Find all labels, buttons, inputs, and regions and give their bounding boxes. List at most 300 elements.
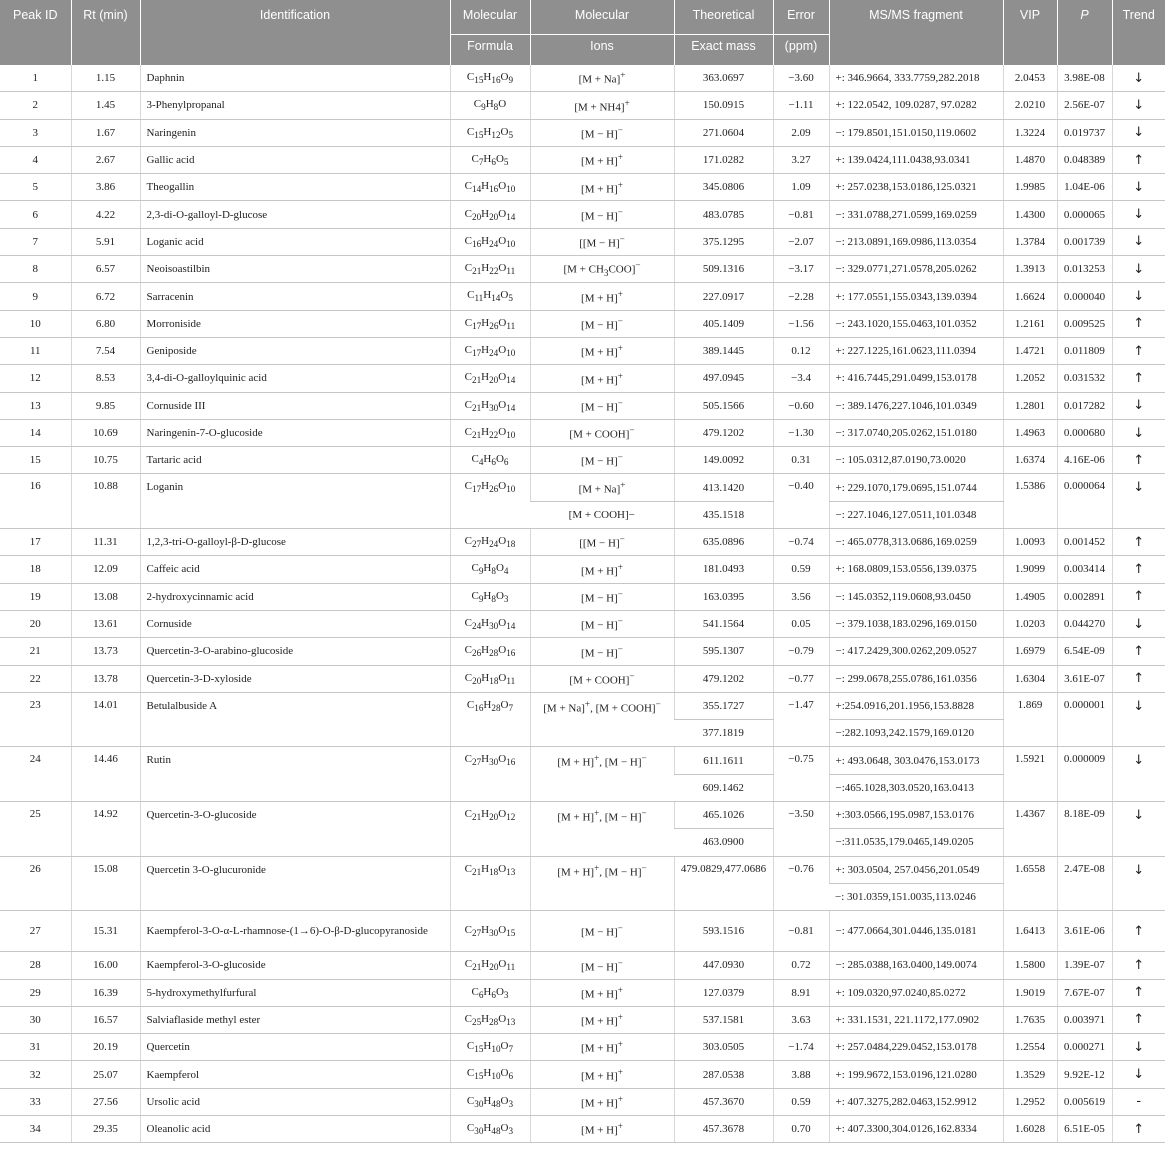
cell-p: 0.003414 — [1057, 556, 1112, 583]
cell-rt: 16.39 — [71, 979, 140, 1006]
cell-peak-id: 1 — [0, 65, 71, 92]
cell-msms: +:254.0916,201.1956,153.8828 — [829, 692, 1003, 719]
cell-formula: $C_{17}H_{26}O_{10}$ — [450, 474, 530, 529]
table-row — [0, 952, 1165, 979]
cell-p: 7.67E-07 — [1057, 979, 1112, 1006]
table-row — [0, 1061, 1165, 1088]
table-row — [0, 392, 1165, 419]
cell-ions: [M + H]+ — [530, 1006, 674, 1033]
cell-msms: −: 213.0891,169.0986,113.0354 — [829, 228, 1003, 255]
header-mass-1: Theoretical — [674, 0, 773, 35]
cell-peak-id: 28 — [0, 952, 71, 979]
cell-vip: 1.9099 — [1003, 556, 1057, 583]
cell-formula: $C_{21}H_{20}O_{12}$ — [450, 802, 530, 857]
cell-peak-id: 8 — [0, 256, 71, 283]
table-row — [0, 556, 1165, 583]
cell-ions: [M + H]+ — [530, 146, 674, 173]
cell-identification: Morroniside — [140, 310, 450, 337]
cell-error: −0.79 — [773, 638, 829, 665]
table-row — [0, 228, 1165, 255]
table-row — [0, 92, 1165, 119]
cell-formula: $C_4H_6O_6$ — [450, 447, 530, 474]
table-row — [0, 119, 1165, 146]
cell-p: 0.000064 — [1057, 474, 1112, 529]
cell-rt: 6.72 — [71, 283, 140, 310]
cell-vip: 1.4870 — [1003, 146, 1057, 173]
cell-identification: Quercetin 3-O-glucuronide — [140, 856, 450, 911]
cell-msms: +:303.0566,195.0987,153.0176 — [829, 802, 1003, 829]
cell-msms: +: 257.0484,229.0452,153.0178 — [829, 1034, 1003, 1061]
cell-mass: 541.1564 — [674, 610, 773, 637]
table-row — [0, 802, 1165, 829]
cell-formula: $C_9H_8O$ — [450, 92, 530, 119]
cell-rt: 27.56 — [71, 1088, 140, 1115]
header-error-2: (ppm) — [773, 35, 829, 66]
cell-p: 4.16E-06 — [1057, 447, 1112, 474]
cell-error: 0.12 — [773, 337, 829, 364]
cell-ions: [M + H]+ — [530, 1115, 674, 1142]
cell-rt: 5.91 — [71, 228, 140, 255]
cell-peak-id: 16 — [0, 474, 71, 529]
cell-mass: 465.1026 — [674, 802, 773, 829]
cell-ions: [M + Na]+, [M + COOH]− — [530, 692, 674, 747]
cell-ions: [M − H]− — [530, 911, 674, 952]
table-row — [0, 365, 1165, 392]
cell-rt: 10.88 — [71, 474, 140, 529]
table-row — [0, 256, 1165, 283]
table-row — [0, 419, 1165, 446]
cell-formula: $C_{20}H_{20}O_{14}$ — [450, 201, 530, 228]
cell-formula: $C_{21}H_{20}O_{14}$ — [450, 365, 530, 392]
cell-error: −3.60 — [773, 65, 829, 92]
cell-rt: 7.54 — [71, 337, 140, 364]
cell-mass: 181.0493 — [674, 556, 773, 583]
cell-trend: ↓ — [1112, 119, 1165, 146]
cell-mass: 377.1819 — [674, 720, 773, 747]
cell-mass: 505.1566 — [674, 392, 773, 419]
cell-identification: Cornuside III — [140, 392, 450, 419]
cell-rt: 4.22 — [71, 201, 140, 228]
header-error-1: Error — [773, 0, 829, 35]
cell-ions: [M + H]+ — [530, 337, 674, 364]
cell-formula: $C_{17}H_{26}O_{11}$ — [450, 310, 530, 337]
cell-formula: $C_7H_6O_5$ — [450, 146, 530, 173]
cell-msms: −: 389.1476,227.1046,101.0349 — [829, 392, 1003, 419]
cell-vip: 1.6374 — [1003, 447, 1057, 474]
cell-msms: +: 199.9672,153.0196,121.0280 — [829, 1061, 1003, 1088]
cell-p: 0.005619 — [1057, 1088, 1112, 1115]
cell-vip: 1.2161 — [1003, 310, 1057, 337]
cell-trend: ↓ — [1112, 283, 1165, 310]
cell-formula: $C_{30}H_{48}O_3$ — [450, 1088, 530, 1115]
cell-p: 0.001452 — [1057, 529, 1112, 556]
cell-mass: 479.1202 — [674, 419, 773, 446]
cell-trend: ↑ — [1112, 337, 1165, 364]
cell-mass: 413.1420 — [674, 474, 773, 501]
cell-peak-id: 13 — [0, 392, 71, 419]
cell-msms: −:465.1028,303.0520,163.0413 — [829, 774, 1003, 801]
cell-p: 0.009525 — [1057, 310, 1112, 337]
cell-trend: ↑ — [1112, 556, 1165, 583]
cell-error: 0.72 — [773, 952, 829, 979]
cell-mass: 149.0092 — [674, 447, 773, 474]
cell-error: 0.31 — [773, 447, 829, 474]
cell-msms: +: 346.9664, 333.7759,282.2018 — [829, 65, 1003, 92]
cell-identification: Loganin — [140, 474, 450, 529]
cell-msms: −: 331.0788,271.0599,169.0259 — [829, 201, 1003, 228]
cell-rt: 14.46 — [71, 747, 140, 802]
cell-msms: −: 285.0388,163.0400,149.0074 — [829, 952, 1003, 979]
cell-msms: +: 303.0504, 257.0456,201.0549 — [829, 856, 1003, 883]
cell-formula: $C_{21}H_{30}O_{14}$ — [450, 392, 530, 419]
cell-mass: 593.1516 — [674, 911, 773, 952]
cell-formula: $C_{15}H_{10}O_6$ — [450, 1061, 530, 1088]
cell-msms: +: 168.0809,153.0556,139.0375 — [829, 556, 1003, 583]
cell-vip: 1.9019 — [1003, 979, 1057, 1006]
cell-mass: 447.0930 — [674, 952, 773, 979]
cell-ions: [M − H]− — [530, 583, 674, 610]
cell-identification: Quercetin-3-O-arabino-glucoside — [140, 638, 450, 665]
cell-ions: [M − H]− — [530, 201, 674, 228]
cell-error: −1.11 — [773, 92, 829, 119]
cell-error: −0.60 — [773, 392, 829, 419]
cell-peak-id: 31 — [0, 1034, 71, 1061]
cell-peak-id: 9 — [0, 283, 71, 310]
cell-msms: +: 407.3300,304.0126,162.8334 — [829, 1115, 1003, 1142]
cell-vip: 1.5921 — [1003, 747, 1057, 802]
cell-error: 8.91 — [773, 979, 829, 1006]
cell-vip: 1.7635 — [1003, 1006, 1057, 1033]
cell-peak-id: 7 — [0, 228, 71, 255]
cell-formula: $C_{17}H_{24}O_{10}$ — [450, 337, 530, 364]
cell-vip: 1.6979 — [1003, 638, 1057, 665]
cell-p: 1.39E-07 — [1057, 952, 1112, 979]
cell-vip: 1.2952 — [1003, 1088, 1057, 1115]
cell-trend: ↓ — [1112, 1034, 1165, 1061]
cell-peak-id: 17 — [0, 529, 71, 556]
cell-identification: Tartaric acid — [140, 447, 450, 474]
cell-rt: 14.01 — [71, 692, 140, 747]
cell-error: 3.88 — [773, 1061, 829, 1088]
cell-msms: +: 139.0424,111.0438,93.0341 — [829, 146, 1003, 173]
cell-identification: Daphnin — [140, 65, 450, 92]
cell-ions: [M + H]+ — [530, 1061, 674, 1088]
cell-mass: 355.1727 — [674, 692, 773, 719]
table-row — [0, 1088, 1165, 1115]
cell-identification: 3-Phenylpropanal — [140, 92, 450, 119]
cell-trend: ↑ — [1112, 447, 1165, 474]
cell-mass: 375.1295 — [674, 228, 773, 255]
cell-msms: −: 301.0359,151.0035,113.0246 — [829, 883, 1003, 910]
cell-ions: [[M − H]− — [530, 228, 674, 255]
cell-identification: Gallic acid — [140, 146, 450, 173]
cell-formula: $C_{26}H_{28}O_{16}$ — [450, 638, 530, 665]
header-formula-1: Molecular — [450, 0, 530, 35]
cell-msms: −: 465.0778,313.0686,169.0259 — [829, 529, 1003, 556]
cell-peak-id: 33 — [0, 1088, 71, 1115]
header-identification: Identification — [140, 0, 450, 65]
cell-p: 1.04E-06 — [1057, 174, 1112, 201]
cell-p: 2.47E-08 — [1057, 856, 1112, 911]
cell-identification: Theogallin — [140, 174, 450, 201]
cell-rt: 12.09 — [71, 556, 140, 583]
cell-ions: [M + H]+ — [530, 556, 674, 583]
cell-error: 2.09 — [773, 119, 829, 146]
cell-rt: 1.67 — [71, 119, 140, 146]
header-trend: Trend — [1112, 0, 1165, 65]
cell-trend: ↓ — [1112, 856, 1165, 911]
cell-rt: 10.75 — [71, 447, 140, 474]
cell-ions: [M + COOH]− — [530, 665, 674, 692]
table-row — [0, 665, 1165, 692]
cell-mass: 479.1202 — [674, 665, 773, 692]
cell-ions: [M + NH4]+ — [530, 92, 674, 119]
cell-formula: $C_9H_8O_3$ — [450, 583, 530, 610]
cell-error: 3.56 — [773, 583, 829, 610]
cell-p: 0.002891 — [1057, 583, 1112, 610]
cell-mass: 303.0505 — [674, 1034, 773, 1061]
cell-error: −0.40 — [773, 474, 829, 529]
cell-p: 3.98E-08 — [1057, 65, 1112, 92]
table-row — [0, 529, 1165, 556]
table-row — [0, 474, 1165, 501]
cell-msms: +: 407.3275,282.0463,152.9912 — [829, 1088, 1003, 1115]
cell-mass: 537.1581 — [674, 1006, 773, 1033]
cell-ions: [M + H]+, [M − H]− — [530, 802, 674, 857]
cell-rt: 13.73 — [71, 638, 140, 665]
cell-identification: Rutin — [140, 747, 450, 802]
cell-formula: $C_{24}H_{30}O_{14}$ — [450, 610, 530, 637]
cell-vip: 1.6028 — [1003, 1115, 1057, 1142]
cell-msms: +: 227.1225,161.0623,111.0394 — [829, 337, 1003, 364]
cell-vip: 1.3529 — [1003, 1061, 1057, 1088]
cell-trend: ↓ — [1112, 474, 1165, 529]
cell-trend: ↓ — [1112, 610, 1165, 637]
cell-peak-id: 27 — [0, 911, 71, 952]
cell-mass: 463.0900 — [674, 829, 773, 856]
cell-ions: [M − H]− — [530, 638, 674, 665]
cell-rt: 1.45 — [71, 92, 140, 119]
header-ions-2: Ions — [530, 35, 674, 66]
table-row — [0, 979, 1165, 1006]
cell-identification: Neoisoastilbin — [140, 256, 450, 283]
cell-trend: ↓ — [1112, 256, 1165, 283]
cell-ions: [M + H]+ — [530, 1088, 674, 1115]
cell-trend: ↓ — [1112, 201, 1165, 228]
cell-error: 3.63 — [773, 1006, 829, 1033]
cell-vip: 1.2052 — [1003, 365, 1057, 392]
cell-error: −0.76 — [773, 856, 829, 911]
cell-peak-id: 11 — [0, 337, 71, 364]
header-msms: MS/MS fragment — [829, 0, 1003, 65]
cell-peak-id: 20 — [0, 610, 71, 637]
cell-vip: 1.4367 — [1003, 802, 1057, 857]
cell-error: −3.4 — [773, 365, 829, 392]
cell-vip: 1.6624 — [1003, 283, 1057, 310]
cell-ions: [M + COOH]− — [530, 419, 674, 446]
cell-trend: ↓ — [1112, 747, 1165, 802]
cell-p: 3.61E-07 — [1057, 665, 1112, 692]
cell-identification: Kaempferol — [140, 1061, 450, 1088]
cell-vip: 1.9985 — [1003, 174, 1057, 201]
cell-peak-id: 30 — [0, 1006, 71, 1033]
cell-rt: 25.07 — [71, 1061, 140, 1088]
cell-error: 0.59 — [773, 1088, 829, 1115]
cell-ions: [M − H]− — [530, 310, 674, 337]
cell-formula: $C_{25}H_{28}O_{13}$ — [450, 1006, 530, 1033]
table-row — [0, 146, 1165, 173]
cell-peak-id: 25 — [0, 802, 71, 857]
cell-peak-id: 2 — [0, 92, 71, 119]
cell-peak-id: 3 — [0, 119, 71, 146]
cell-formula: $C_{14}H_{16}O_{10}$ — [450, 174, 530, 201]
cell-mass: 435.1518 — [674, 501, 773, 528]
cell-msms: −: 105.0312,87.0190,73.0020 — [829, 447, 1003, 474]
cell-rt: 16.00 — [71, 952, 140, 979]
cell-mass: 171.0282 — [674, 146, 773, 173]
cell-identification: Kaempferol-3-O-α-L-rhamnose-(1→6)-O-β-D-glucopyranoside — [140, 911, 450, 952]
cell-formula: $C_{21}H_{18}O_{13}$ — [450, 856, 530, 911]
cell-trend: ↑ — [1112, 979, 1165, 1006]
cell-peak-id: 22 — [0, 665, 71, 692]
cell-trend: ↓ — [1112, 692, 1165, 747]
cell-msms: −:311.0535,179.0465,149.0205 — [829, 829, 1003, 856]
cell-error: −1.74 — [773, 1034, 829, 1061]
cell-mass: 150.0915 — [674, 92, 773, 119]
cell-ions: [M + H]+ — [530, 1034, 674, 1061]
cell-msms: −: 227.1046,127.0511,101.0348 — [829, 501, 1003, 528]
cell-trend: ↑ — [1112, 365, 1165, 392]
cell-mass: 609.1462 — [674, 774, 773, 801]
table-row — [0, 747, 1165, 774]
cell-vip: 1.6558 — [1003, 856, 1057, 911]
cell-error: 3.27 — [773, 146, 829, 173]
cell-rt: 29.35 — [71, 1115, 140, 1142]
cell-ions: [M + H]+ — [530, 979, 674, 1006]
cell-rt: 8.53 — [71, 365, 140, 392]
cell-identification: Salviaflaside methyl ester — [140, 1006, 450, 1033]
cell-peak-id: 5 — [0, 174, 71, 201]
cell-mass: 287.0538 — [674, 1061, 773, 1088]
cell-error: −2.28 — [773, 283, 829, 310]
cell-msms: −: 179.8501,151.0150,119.0602 — [829, 119, 1003, 146]
cell-vip: 1.3913 — [1003, 256, 1057, 283]
cell-trend: ↑ — [1112, 583, 1165, 610]
cell-identification: Quercetin-3-D-xyloside — [140, 665, 450, 692]
cell-formula: $C_{27}H_{30}O_{16}$ — [450, 747, 530, 802]
cell-ions: [M + H]+ — [530, 283, 674, 310]
cell-error: 0.05 — [773, 610, 829, 637]
cell-formula: $C_{20}H_{18}O_{11}$ — [450, 665, 530, 692]
cell-peak-id: 15 — [0, 447, 71, 474]
cell-identification: Ursolic acid — [140, 1088, 450, 1115]
table-row — [0, 65, 1165, 92]
cell-trend: ↓ — [1112, 92, 1165, 119]
cell-identification: 2,3-di-O-galloyl-D-glucose — [140, 201, 450, 228]
header-mass-2: Exact mass — [674, 35, 773, 66]
cell-vip: 2.0453 — [1003, 65, 1057, 92]
cell-ions: [M + H]+ — [530, 365, 674, 392]
cell-identification: Quercetin-3-O-glucoside — [140, 802, 450, 857]
cell-msms: −: 299.0678,255.0786,161.0356 — [829, 665, 1003, 692]
cell-mass: 227.0917 — [674, 283, 773, 310]
table-row — [0, 692, 1165, 719]
cell-peak-id: 10 — [0, 310, 71, 337]
cell-peak-id: 29 — [0, 979, 71, 1006]
cell-error: −0.75 — [773, 747, 829, 802]
cell-p: 0.048389 — [1057, 146, 1112, 173]
cell-rt: 3.86 — [71, 174, 140, 201]
header-ions-1: Molecular — [530, 0, 674, 35]
table-row — [0, 447, 1165, 474]
cell-peak-id: 12 — [0, 365, 71, 392]
cell-trend: ↑ — [1112, 310, 1165, 337]
cell-peak-id: 26 — [0, 856, 71, 911]
cell-identification: Quercetin — [140, 1034, 450, 1061]
cell-vip: 1.4963 — [1003, 419, 1057, 446]
table-row — [0, 174, 1165, 201]
cell-vip: 1.3784 — [1003, 228, 1057, 255]
cell-error: 0.70 — [773, 1115, 829, 1142]
table-body — [0, 65, 1165, 1143]
cell-identification: 2-hydroxycinnamic acid — [140, 583, 450, 610]
cell-error: −0.74 — [773, 529, 829, 556]
table-row — [0, 337, 1165, 364]
cell-trend: ↓ — [1112, 419, 1165, 446]
cell-vip: 1.3224 — [1003, 119, 1057, 146]
cell-ions: [M + Na]+ — [530, 474, 674, 501]
cell-trend: ↑ — [1112, 638, 1165, 665]
cell-mass: 497.0945 — [674, 365, 773, 392]
cell-trend: ↑ — [1112, 1115, 1165, 1142]
cell-formula: $C_{21}H_{22}O_{11}$ — [450, 256, 530, 283]
cell-identification: Loganic acid — [140, 228, 450, 255]
cell-peak-id: 18 — [0, 556, 71, 583]
cell-msms: +: 257.0238,153.0186,125.0321 — [829, 174, 1003, 201]
cell-peak-id: 14 — [0, 419, 71, 446]
cell-ions: [M − H]− — [530, 392, 674, 419]
cell-peak-id: 32 — [0, 1061, 71, 1088]
cell-vip: 1.4721 — [1003, 337, 1057, 364]
cell-error: 1.09 — [773, 174, 829, 201]
cell-p: 0.011809 — [1057, 337, 1112, 364]
cell-rt: 6.57 — [71, 256, 140, 283]
cell-formula: $C_6H_6O_3$ — [450, 979, 530, 1006]
cell-mass: 363.0697 — [674, 65, 773, 92]
cell-rt: 2.67 — [71, 146, 140, 173]
cell-identification: Sarracenin — [140, 283, 450, 310]
cell-formula: $C_9H_8O_4$ — [450, 556, 530, 583]
cell-ions: [M + Na]+ — [530, 65, 674, 92]
cell-msms: +: 493.0648, 303.0476,153.0173 — [829, 747, 1003, 774]
cell-trend: ↓ — [1112, 802, 1165, 857]
header-p: P — [1057, 0, 1112, 65]
header-formula-2: Formula — [450, 35, 530, 66]
cell-trend: ↓ — [1112, 392, 1165, 419]
cell-formula: $C_{15}H_{12}O_5$ — [450, 119, 530, 146]
cell-vip: 1.0093 — [1003, 529, 1057, 556]
cell-peak-id: 34 — [0, 1115, 71, 1142]
cell-p: 0.000009 — [1057, 747, 1112, 802]
cell-peak-id: 19 — [0, 583, 71, 610]
cell-p: 0.031532 — [1057, 365, 1112, 392]
cell-vip: 1.4905 — [1003, 583, 1057, 610]
cell-peak-id: 4 — [0, 146, 71, 173]
cell-p: 0.003971 — [1057, 1006, 1112, 1033]
cell-msms: −: 329.0771,271.0578,205.0262 — [829, 256, 1003, 283]
cell-trend: ↑ — [1112, 952, 1165, 979]
cell-p: 0.019737 — [1057, 119, 1112, 146]
